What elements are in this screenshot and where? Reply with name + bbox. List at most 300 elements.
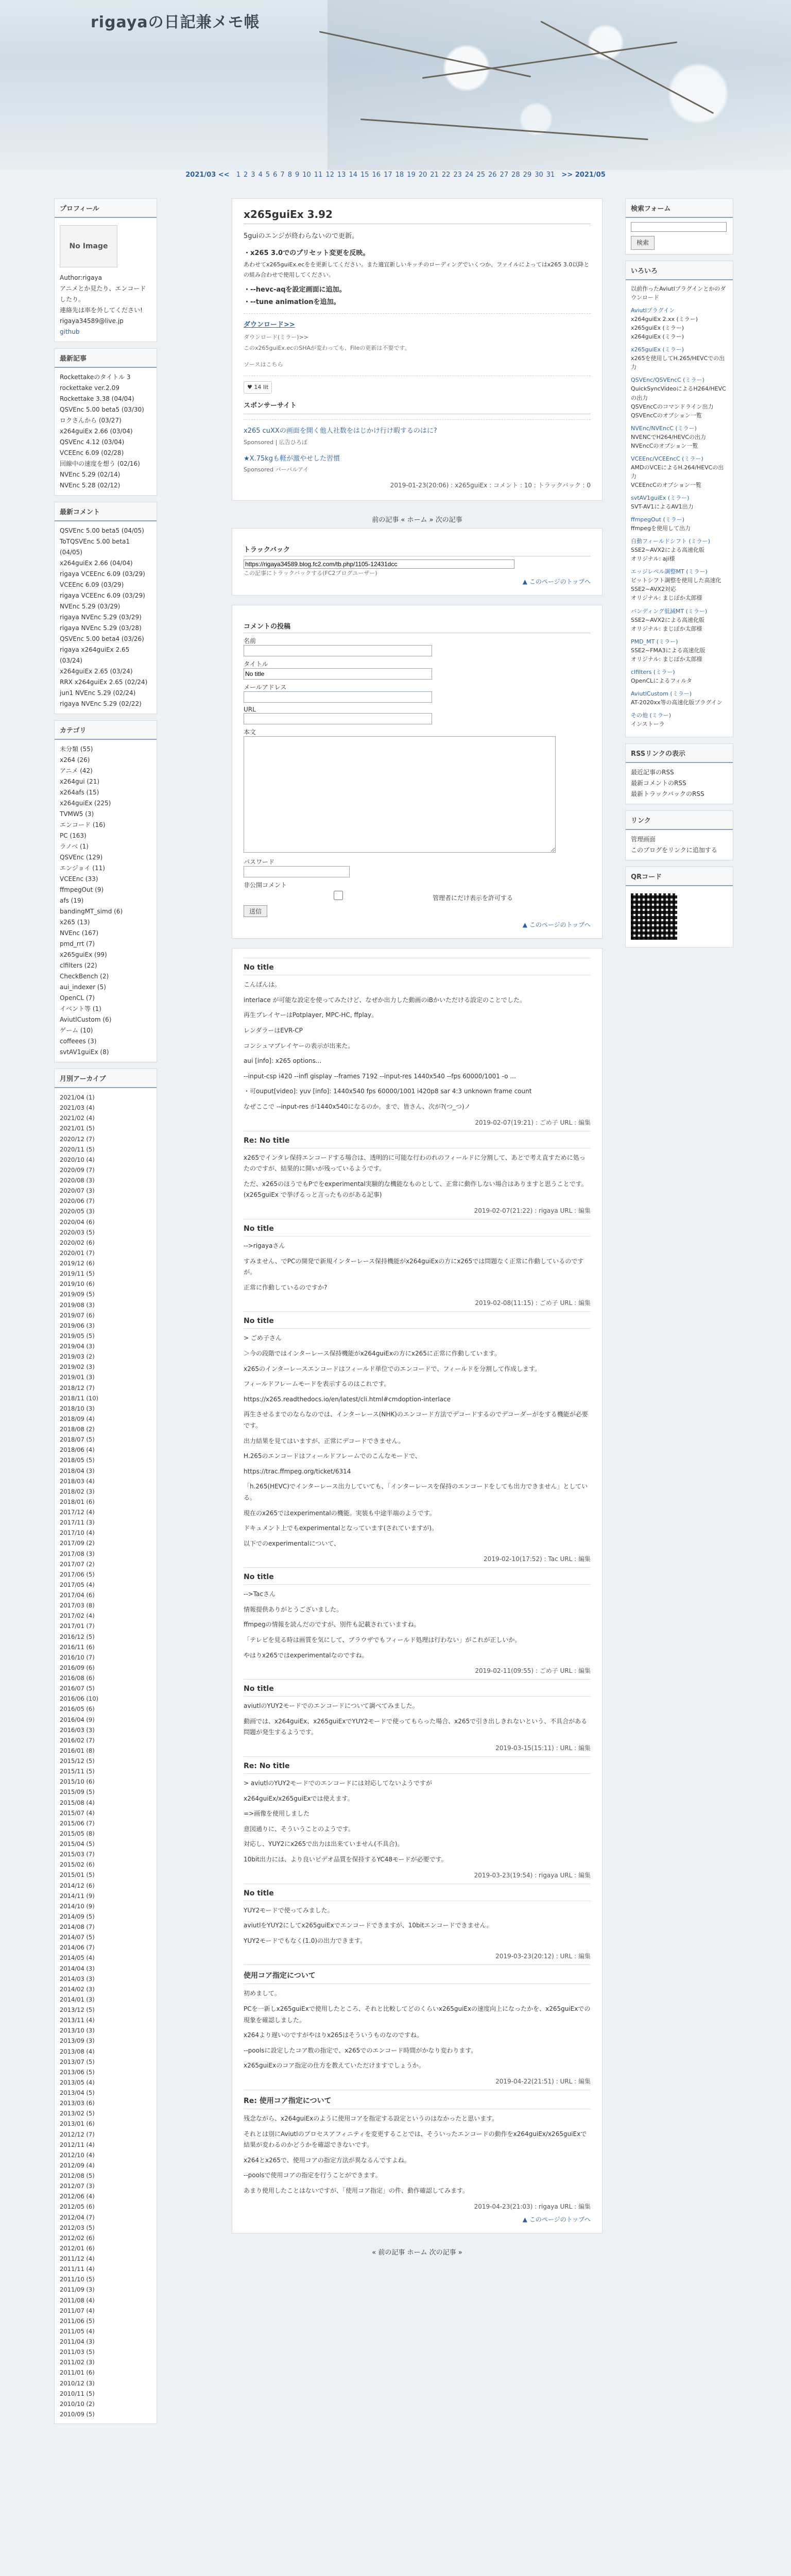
comment-item bbox=[244, 1756, 591, 1884]
archive-item[interactable]: 2021/01 (5) bbox=[60, 1125, 95, 1132]
comment-text: > ごめ子さん bbox=[244, 1334, 282, 1342]
rss-box bbox=[625, 743, 733, 804]
comment-text: -->Tacさん bbox=[244, 1590, 276, 1598]
post-navigation[interactable]: 前の記事 « ホーム » 次の記事 bbox=[372, 516, 462, 524]
comment-meta: 2019-02-11(09:55) : ごめ子 URL : 編集 bbox=[475, 1667, 591, 1675]
archive-item[interactable]: 2013/10 (3) bbox=[60, 2027, 95, 2035]
recent-comment-item[interactable]: NVEnc 5.29 (03/29) bbox=[60, 603, 121, 610]
link-group bbox=[631, 711, 728, 728]
archive-item[interactable]: 2012/10 (4) bbox=[60, 2151, 95, 2159]
calendar-day-link[interactable]: 16 bbox=[372, 171, 381, 179]
plugin-link[interactable]: x265guiEx (ミラー) bbox=[631, 346, 684, 353]
archive-item[interactable]: 2016/03 (3) bbox=[60, 1726, 95, 1734]
archive-item[interactable]: 2013/12 (5) bbox=[60, 2006, 95, 2013]
archive-item[interactable]: 2019/07 (6) bbox=[60, 1311, 95, 1319]
search-button[interactable]: 検索 bbox=[631, 236, 655, 250]
plugin-link[interactable]: バンディング低減MT (ミラー) bbox=[631, 607, 708, 615]
recent-post-item[interactable]: rockettake ver.2.09 bbox=[60, 384, 119, 392]
archive-item[interactable]: 2019/12 (6) bbox=[60, 1260, 95, 1267]
calendar-day-link[interactable]: 7 bbox=[280, 171, 285, 179]
page-top-link[interactable]: ▲ このページのトップへ bbox=[522, 2215, 591, 2223]
archive-item[interactable]: 2014/06 (7) bbox=[60, 1944, 95, 1952]
archive-item[interactable]: 2020/07 (3) bbox=[60, 1187, 95, 1195]
ad-link[interactable]: x265 cuXXの画面を開く他人社数をはじかけ行け暇するのはに? bbox=[244, 427, 437, 435]
category-item[interactable]: coffeees (3) bbox=[60, 1038, 97, 1045]
calendar-day-link[interactable]: 3 bbox=[251, 171, 255, 179]
archive-item[interactable]: 2017/06 (5) bbox=[60, 1570, 95, 1578]
recent-comment-item[interactable]: x264guiEx 2.65 (03/24) bbox=[60, 668, 133, 675]
archive-item[interactable]: 2016/08 (6) bbox=[60, 1674, 95, 1682]
archive-item[interactable]: 2017/01 (7) bbox=[60, 1622, 95, 1630]
recent-post-item[interactable]: VCEEnc 6.09 (02/28) bbox=[60, 449, 124, 456]
archive-item[interactable]: 2016/05 (6) bbox=[60, 1705, 95, 1713]
archive-item[interactable]: 2015/02 (6) bbox=[60, 1861, 95, 1869]
archive-item[interactable]: 2013/02 (5) bbox=[60, 2110, 95, 2117]
category-item[interactable]: aui_indexer (5) bbox=[60, 984, 106, 991]
recent-comments-list bbox=[60, 526, 151, 709]
archive-item[interactable]: 2019/03 (2) bbox=[60, 1353, 95, 1361]
archive-item[interactable]: 2019/06 (3) bbox=[60, 1321, 95, 1329]
comment-text: aui [info]: x265 options... bbox=[244, 1057, 322, 1065]
calendar-day-link[interactable]: 18 bbox=[395, 171, 404, 179]
archive-item[interactable]: 2017/02 (4) bbox=[60, 1612, 95, 1620]
calendar-day-link[interactable]: 14 bbox=[349, 171, 357, 179]
calendar-day-link[interactable]: 1 bbox=[236, 171, 240, 179]
archive-item[interactable]: 2017/11 (3) bbox=[60, 1519, 95, 1527]
calendar-day-link[interactable]: 30 bbox=[535, 171, 543, 179]
archive-item[interactable]: 2013/05 (4) bbox=[60, 2078, 95, 2086]
archive-item[interactable]: 2011/03 (5) bbox=[60, 2348, 95, 2356]
archive-item[interactable]: 2018/02 (3) bbox=[60, 1487, 95, 1495]
category-item[interactable]: NVEnc (167) bbox=[60, 929, 99, 937]
archive-item[interactable]: 2012/12 (7) bbox=[60, 2130, 95, 2138]
archive-item[interactable]: 2015/12 (5) bbox=[60, 1757, 95, 1765]
archive-item[interactable]: 2015/11 (5) bbox=[60, 1768, 95, 1775]
secret-checkbox[interactable] bbox=[246, 891, 431, 900]
calendar-day-link[interactable]: 15 bbox=[360, 171, 369, 179]
archive-item[interactable]: 2015/08 (4) bbox=[60, 1799, 95, 1806]
category-item[interactable]: x264 (26) bbox=[60, 756, 90, 764]
archive-item[interactable]: 2017/09 (2) bbox=[60, 1539, 95, 1547]
comment-item bbox=[244, 1679, 591, 1756]
archive-item[interactable]: 2012/11 (4) bbox=[60, 2141, 95, 2148]
comment-text: ドキュメント上でもexperimentalとなっています(されていますが)。 bbox=[244, 1524, 438, 1532]
site-title[interactable]: rigayaの日記兼メモ帳 bbox=[91, 13, 260, 31]
category-item[interactable]: AviutlCustom (6) bbox=[60, 1016, 112, 1023]
archive-item[interactable]: 2018/05 (5) bbox=[60, 1456, 95, 1464]
archive-item[interactable]: 2013/01 (6) bbox=[60, 2120, 95, 2128]
left-sidebar bbox=[54, 198, 157, 2430]
archive-item[interactable]: 2014/03 (3) bbox=[60, 1975, 95, 1982]
plugin-link[interactable]: エッジレベル調整MT (ミラー) bbox=[631, 568, 708, 575]
bottom-navigation[interactable]: « 前の記事 ホーム 次の記事 » bbox=[372, 2248, 462, 2257]
post-title[interactable]: x265guiEx 3.92 bbox=[244, 208, 591, 224]
archive-item[interactable]: 2014/10 (9) bbox=[60, 1902, 95, 1910]
archive-item[interactable]: 2015/03 (7) bbox=[60, 1851, 95, 1858]
recent-comment-item[interactable]: QSVEnc 5.00 beta5 (04/05) bbox=[60, 527, 144, 534]
archive-item[interactable]: 2011/01 (6) bbox=[60, 2369, 95, 2377]
category-item[interactable]: svtAV1guiEx (8) bbox=[60, 1048, 109, 1056]
archive-item[interactable]: 2018/10 (3) bbox=[60, 1404, 95, 1412]
calendar-day-link[interactable]: 23 bbox=[453, 171, 462, 179]
archive-item[interactable]: 2011/05 (4) bbox=[60, 2327, 95, 2335]
archive-item[interactable]: 2016/07 (5) bbox=[60, 1685, 95, 1692]
prev-month-link[interactable]: 2021/03 << bbox=[185, 171, 230, 179]
calendar-day-link[interactable]: 13 bbox=[337, 171, 346, 179]
sidebar-link[interactable]: 管理画面 bbox=[631, 836, 656, 843]
archive-item[interactable]: 2010/09 (5) bbox=[60, 2410, 95, 2418]
calendar-day-link[interactable]: 20 bbox=[418, 171, 427, 179]
ad-link[interactable]: ★X.75kgも軽が激やせした習慣 bbox=[244, 454, 340, 463]
comment-title: No title bbox=[244, 1573, 591, 1585]
archive-item[interactable]: 2010/12 (3) bbox=[60, 2379, 95, 2387]
recent-comment-item[interactable]: QSVEnc 5.00 beta4 (03/26) bbox=[60, 635, 144, 642]
archive-item[interactable]: 2016/09 (6) bbox=[60, 1664, 95, 1671]
email-field[interactable] bbox=[244, 691, 432, 703]
category-item[interactable]: OpenCL (7) bbox=[60, 994, 95, 1002]
plugin-link[interactable]: clfilters (ミラー) bbox=[631, 668, 675, 675]
archive-item[interactable]: 2018/01 (6) bbox=[60, 1498, 95, 1505]
archive-item[interactable]: 2012/01 (6) bbox=[60, 2244, 95, 2252]
comment-text: x265guiExのコア指定の仕方を教えていただけますでしょうか。 bbox=[244, 2062, 425, 2070]
recent-comment-item[interactable]: rigaya NVEnc 5.29 (02/22) bbox=[60, 700, 142, 707]
link-group bbox=[631, 376, 728, 419]
archive-item[interactable]: 2017/07 (2) bbox=[60, 1560, 95, 1568]
archive-item[interactable]: 2016/10 (7) bbox=[60, 1653, 95, 1661]
archive-item[interactable]: 2010/11 (5) bbox=[60, 2389, 95, 2397]
archive-item[interactable]: 2014/08 (7) bbox=[60, 1923, 95, 1930]
archive-item[interactable]: 2020/11 (5) bbox=[60, 1145, 95, 1153]
recent-post-item[interactable]: Rockettakeのタイトル 3 bbox=[60, 374, 131, 381]
archive-item[interactable]: 2019/09 (5) bbox=[60, 1291, 95, 1298]
profile-heading: プロフィール bbox=[55, 199, 157, 218]
recent-comment-item[interactable]: rigaya NVEnc 5.29 (03/28) bbox=[60, 624, 142, 632]
comment-title: No title bbox=[244, 963, 591, 975]
link-heading: リンク bbox=[626, 811, 733, 830]
archive-item[interactable]: 2015/06 (7) bbox=[60, 1819, 95, 1827]
name-field[interactable] bbox=[244, 645, 432, 656]
archive-item[interactable]: 2013/03 (6) bbox=[60, 2099, 95, 2107]
category-item[interactable]: CheckBench (2) bbox=[60, 973, 109, 980]
calendar-day-link[interactable]: 22 bbox=[441, 171, 451, 179]
archive-item[interactable]: 2020/04 (6) bbox=[60, 1218, 95, 1226]
archive-item[interactable]: 2019/10 (6) bbox=[60, 1280, 95, 1288]
calendar-day-link[interactable]: 6 bbox=[273, 171, 278, 179]
archive-item[interactable]: 2014/11 (9) bbox=[60, 1892, 95, 1900]
archive-item[interactable]: 2012/03 (5) bbox=[60, 2224, 95, 2231]
category-item[interactable]: x265 (13) bbox=[60, 919, 90, 926]
calendar-day-link[interactable]: 2 bbox=[244, 171, 248, 179]
link-group bbox=[631, 668, 728, 685]
github-link[interactable]: github bbox=[60, 328, 80, 335]
calendar-day-link[interactable]: 31 bbox=[546, 171, 555, 179]
archive-item[interactable]: 2018/11 (10) bbox=[60, 1394, 99, 1402]
archive-item[interactable]: 2021/04 (1) bbox=[60, 1094, 95, 1101]
recent-comment-item[interactable]: VCEEnc 6.09 (03/29) bbox=[60, 581, 124, 588]
submit-button[interactable]: 送信 bbox=[244, 905, 267, 917]
comment-text: それとは別にAviutlのプロセスアフィニティを変更することでは、そういったエンコードの動作をx264guiEx/x265guiExで結果が変わるのかどうかを確認できないです。 bbox=[244, 2130, 587, 2149]
calendar-day-link[interactable]: 8 bbox=[287, 171, 292, 179]
plugin-link[interactable]: AviutlCustom (ミラー) bbox=[631, 690, 692, 697]
archive-item[interactable]: 2011/09 (3) bbox=[60, 2286, 95, 2294]
archive-item[interactable]: 2015/09 (5) bbox=[60, 1788, 95, 1796]
archive-item[interactable]: 2020/09 (7) bbox=[60, 1166, 95, 1174]
archive-item[interactable]: 2018/07 (5) bbox=[60, 1436, 95, 1444]
archive-item[interactable]: 2019/11 (5) bbox=[60, 1270, 95, 1278]
archive-item[interactable]: 2011/07 (4) bbox=[60, 2307, 95, 2314]
archive-item[interactable]: 2020/05 (3) bbox=[60, 1208, 95, 1215]
search-input[interactable] bbox=[631, 222, 727, 232]
archive-item[interactable]: 2011/02 (3) bbox=[60, 2359, 95, 2366]
recent-posts-list bbox=[60, 372, 151, 491]
calendar-day-link[interactable]: 10 bbox=[302, 171, 311, 179]
archive-item[interactable]: 2020/10 (4) bbox=[60, 1156, 95, 1163]
recent-post-item[interactable]: 回線中の速度を想う (02/16) bbox=[60, 460, 140, 467]
comment-text: PCを一新しx265guiExで使用したところ、それと比較してどのくらいx265guiExの速度向上になったかを、x265guiExでの現象を確認しました。 bbox=[244, 2005, 591, 2024]
archive-item[interactable]: 2010/10 (2) bbox=[60, 2400, 95, 2408]
archive-item[interactable]: 2019/02 (3) bbox=[60, 1363, 95, 1371]
archive-item[interactable]: 2016/02 (7) bbox=[60, 1736, 95, 1744]
archive-item[interactable]: 2013/11 (4) bbox=[60, 2016, 95, 2024]
comment-text: やはりx265ではexperimentalなのですね。 bbox=[244, 1651, 368, 1659]
plugin-link[interactable]: ffmpegOut (ミラー) bbox=[631, 516, 685, 523]
recent-post-item[interactable]: NVEnc 5.28 (02/12) bbox=[60, 482, 121, 489]
download-mirror-link[interactable]: ダウンロード(ミラー)>> bbox=[244, 333, 309, 341]
archive-item[interactable]: 2017/05 (4) bbox=[60, 1581, 95, 1588]
recent-comment-item[interactable]: rigaya x264guiEx 2.65 (03/24) bbox=[60, 646, 130, 664]
plugin-link[interactable]: その他 (ミラー) bbox=[631, 711, 672, 719]
calendar-day-link[interactable]: 17 bbox=[384, 171, 392, 179]
password-field[interactable] bbox=[244, 866, 350, 877]
archive-item[interactable]: 2020/01 (7) bbox=[60, 1249, 95, 1257]
archive-item[interactable]: 2018/08 (2) bbox=[60, 1426, 95, 1433]
recent-post-item[interactable]: ロクさんから (03/27) bbox=[60, 417, 122, 424]
plugin-description: OpenCLによるフィルタ bbox=[631, 677, 692, 684]
archive-item[interactable]: 2017/08 (3) bbox=[60, 1550, 95, 1557]
archive-item[interactable]: 2011/04 (3) bbox=[60, 2338, 95, 2345]
archive-item[interactable]: 2019/01 (3) bbox=[60, 1374, 95, 1381]
trackback-url-field[interactable] bbox=[244, 560, 514, 569]
recent-post-item[interactable]: QSVEnc 4.12 (03/04) bbox=[60, 438, 125, 446]
calendar-day-links bbox=[235, 171, 557, 179]
secret-checkbox-label: 管理者にだけ表示を許可する bbox=[433, 894, 513, 902]
plugin-link[interactable]: 自動フィールドシフト (ミラー) bbox=[631, 538, 710, 545]
recent-post-item[interactable]: NVEnc 5.29 (02/14) bbox=[60, 471, 121, 478]
comment-meta: 2019-03-15(15:11) : URL : 編集 bbox=[495, 1744, 591, 1752]
recent-comment-item[interactable]: rigaya VCEEnc 6.09 (03/29) bbox=[60, 570, 145, 578]
calendar-day-link[interactable]: 25 bbox=[476, 171, 485, 179]
archive-item[interactable]: 2012/02 (6) bbox=[60, 2234, 95, 2242]
recent-comment-item[interactable]: RRX x264guiEx 2.65 (02/24) bbox=[60, 679, 148, 686]
plugin-link[interactable]: svtAV1guiEx (ミラー) bbox=[631, 494, 690, 501]
archive-item[interactable]: 2020/06 (7) bbox=[60, 1197, 95, 1205]
plugin-link[interactable]: VCEEnc/VCEEncC (ミラー) bbox=[631, 455, 703, 462]
download-link[interactable]: ダウンロード>> bbox=[244, 321, 295, 329]
profile-line: 連絡先は率を外してください! bbox=[60, 307, 143, 314]
calendar-day-link[interactable]: 9 bbox=[295, 171, 300, 179]
calendar-day-link[interactable]: 4 bbox=[258, 171, 263, 179]
archive-item[interactable]: 2020/12 (7) bbox=[60, 1135, 95, 1143]
rss-link[interactable]: 最新コメントのRSS bbox=[631, 779, 686, 787]
category-item[interactable]: x264guiEx (225) bbox=[60, 800, 111, 807]
calendar-day-link[interactable]: 5 bbox=[265, 171, 270, 179]
archive-heading: 月別アーカイブ bbox=[55, 1069, 157, 1088]
archive-item[interactable]: 2013/04 (5) bbox=[60, 2089, 95, 2096]
archive-item[interactable]: 2015/01 (5) bbox=[60, 1871, 95, 1879]
archive-item[interactable]: 2021/03 (4) bbox=[60, 1104, 95, 1112]
archive-item[interactable]: 2011/08 (4) bbox=[60, 2296, 95, 2304]
category-item[interactable]: PC (163) bbox=[60, 832, 87, 839]
archive-item[interactable]: 2019/04 (3) bbox=[60, 1343, 95, 1350]
rss-link[interactable]: 最近記事のRSS bbox=[631, 769, 674, 776]
plugin-link[interactable]: QSVEnc/QSVEncC (ミラー) bbox=[631, 377, 704, 384]
archive-item[interactable]: 2018/06 (4) bbox=[60, 1446, 95, 1454]
comment-text: 残念ながら、x264guiExのように使用コアを指定する設定というのはなかったと思います。 bbox=[244, 2114, 498, 2122]
calendar-day-link[interactable]: 21 bbox=[430, 171, 439, 179]
archive-item[interactable]: 2017/12 (4) bbox=[60, 1509, 95, 1516]
calendar-day-link[interactable]: 28 bbox=[511, 171, 520, 179]
name-label: 名前 bbox=[244, 637, 256, 645]
category-item[interactable]: エンコード (16) bbox=[60, 821, 106, 828]
archive-item[interactable]: 2011/06 (5) bbox=[60, 2317, 95, 2325]
comment-title-field[interactable] bbox=[244, 668, 432, 680]
comment-form-panel bbox=[232, 605, 603, 939]
category-item[interactable]: x264afs (15) bbox=[60, 789, 99, 796]
recent-comment-item[interactable]: x264guiEx 2.66 (04/04) bbox=[60, 560, 133, 567]
archive-item[interactable]: 2018/12 (7) bbox=[60, 1384, 95, 1392]
recent-post-item[interactable]: QSVEnc 5.00 beta5 (03/30) bbox=[60, 406, 144, 413]
archive-item[interactable]: 2014/07 (5) bbox=[60, 1934, 95, 1941]
share-button[interactable] bbox=[244, 381, 272, 394]
archive-item[interactable]: 2014/12 (6) bbox=[60, 1882, 95, 1889]
category-item[interactable]: ffmpegOut (9) bbox=[60, 886, 104, 893]
archive-item[interactable]: 2015/10 (6) bbox=[60, 1778, 95, 1786]
category-item[interactable]: エンジョイ (11) bbox=[60, 865, 105, 872]
archive-item[interactable]: 2012/07 (3) bbox=[60, 2182, 95, 2190]
archive-item[interactable]: 2014/09 (5) bbox=[60, 1912, 95, 1920]
archive-item[interactable]: 2014/05 (4) bbox=[60, 1954, 95, 1962]
comment-text: 意図通りに、そういうことのようです。 bbox=[244, 1825, 355, 1833]
comment-body-field[interactable] bbox=[244, 736, 556, 853]
recent-comment-item[interactable]: ToTQSVEnc 5.00 beta1 (04/05) bbox=[60, 538, 130, 556]
calendar-day-link[interactable]: 12 bbox=[325, 171, 334, 179]
archive-item[interactable]: 2016/12 (5) bbox=[60, 1633, 95, 1640]
archive-item[interactable]: 2014/04 (3) bbox=[60, 1964, 95, 1972]
calendar-day-link[interactable]: 24 bbox=[465, 171, 474, 179]
category-item[interactable]: x265guiEx (99) bbox=[60, 951, 107, 958]
next-month-link[interactable]: >> 2021/05 bbox=[561, 171, 606, 179]
archive-item[interactable]: 2012/04 (7) bbox=[60, 2213, 95, 2221]
archive-item[interactable]: 2018/04 (3) bbox=[60, 1467, 95, 1475]
category-item[interactable]: ゲーム (10) bbox=[60, 1027, 93, 1034]
calendar-day-link[interactable]: 26 bbox=[488, 171, 497, 179]
recent-post-item[interactable]: x264guiEx 2.66 (03/04) bbox=[60, 428, 133, 435]
archive-item[interactable]: 2016/04 (9) bbox=[60, 1716, 95, 1723]
calendar-day-link[interactable]: 11 bbox=[314, 171, 323, 179]
archive-item[interactable]: 2011/11 (4) bbox=[60, 2265, 95, 2273]
archive-item[interactable]: 2014/02 (3) bbox=[60, 1985, 95, 1993]
archive-item[interactable]: 2018/03 (4) bbox=[60, 1477, 95, 1485]
page-top-link[interactable]: ▲ このページのトップへ bbox=[522, 578, 591, 586]
comment-item bbox=[244, 1567, 591, 1679]
archive-item[interactable]: 2013/07 (5) bbox=[60, 2058, 95, 2065]
archive-item[interactable]: 2014/01 (3) bbox=[60, 1995, 95, 2003]
recent-comment-item[interactable]: rigaya NVEnc 5.29 (03/29) bbox=[60, 614, 142, 621]
page-top-link[interactable]: ▲ このページのトップへ bbox=[522, 921, 591, 929]
archive-item[interactable]: 2013/08 (4) bbox=[60, 2047, 95, 2055]
comment-text: あまり使用したことはないですが、「使用コア指定」の件、動作確認してみます。 bbox=[244, 2187, 469, 2194]
calendar-day-link[interactable]: 19 bbox=[407, 171, 416, 179]
category-item[interactable]: afs (19) bbox=[60, 897, 84, 904]
archive-item[interactable]: 2017/03 (8) bbox=[60, 1602, 95, 1609]
archive-item[interactable]: 2021/02 (4) bbox=[60, 1114, 95, 1122]
category-item[interactable]: QSVEnc (129) bbox=[60, 854, 103, 861]
plugin-link[interactable]: Aviutlプラグイン bbox=[631, 307, 675, 314]
category-item[interactable]: clfilters (22) bbox=[60, 962, 97, 969]
link-group bbox=[631, 607, 728, 633]
trackback-note[interactable]: この記事にトラックバックする(FC2ブログユーザー) bbox=[244, 570, 377, 577]
archive-item[interactable]: 2020/02 (6) bbox=[60, 1239, 95, 1246]
archive-item[interactable]: 2013/06 (5) bbox=[60, 2068, 95, 2076]
archive-item[interactable]: 2015/04 (5) bbox=[60, 1840, 95, 1848]
archive-item[interactable]: 2016/01 (8) bbox=[60, 1747, 95, 1754]
archive-item[interactable]: 2017/10 (4) bbox=[60, 1529, 95, 1537]
archive-item[interactable]: 2017/04 (6) bbox=[60, 1591, 95, 1599]
category-item[interactable]: アニメ (42) bbox=[60, 767, 93, 774]
category-item[interactable]: pmd_rrt (7) bbox=[60, 940, 95, 947]
category-item[interactable]: 未分類 (55) bbox=[60, 745, 93, 753]
archive-item[interactable]: 2011/12 (4) bbox=[60, 2255, 95, 2262]
calendar-day-link[interactable]: 27 bbox=[500, 171, 509, 179]
recent-comment-item[interactable]: rigaya VCEEnc 6.09 (03/29) bbox=[60, 592, 145, 599]
recent-post-item[interactable]: Rockettake 3.38 (04/04) bbox=[60, 395, 134, 402]
archive-item[interactable]: 2012/05 (6) bbox=[60, 2203, 95, 2211]
category-item[interactable]: bandingMT_simd (6) bbox=[60, 908, 123, 915]
archive-item[interactable]: 2012/09 (4) bbox=[60, 2161, 95, 2169]
plugin-link[interactable]: NVEnc/NVEncC (ミラー) bbox=[631, 425, 697, 432]
sidebar-link[interactable]: このブログをリンクに追加する bbox=[631, 846, 717, 854]
archive-item[interactable]: 2018/09 (4) bbox=[60, 1415, 95, 1422]
source-link[interactable]: ソースはこちら bbox=[244, 361, 283, 368]
archive-item[interactable]: 2013/09 (3) bbox=[60, 2037, 95, 2045]
comment-text: ・可ouput[video]: yuv [info]: 1440x540 fps 60000/1001 i420p8 sar 4:3 unknown frame count bbox=[244, 1088, 532, 1095]
category-item[interactable]: TVMW5 (3) bbox=[60, 810, 94, 818]
calendar-day-link[interactable]: 29 bbox=[523, 171, 532, 179]
recent-comment-item[interactable]: jun1 NVEnc 5.29 (02/24) bbox=[60, 689, 136, 697]
archive-item[interactable]: 2015/05 (8) bbox=[60, 1829, 95, 1837]
right-sidebar bbox=[625, 198, 733, 954]
archive-item[interactable]: 2019/05 (5) bbox=[60, 1332, 95, 1340]
category-item[interactable]: VCEEnc (33) bbox=[60, 875, 98, 883]
category-item[interactable]: イベント等 (1) bbox=[60, 1005, 101, 1012]
archive-item[interactable]: 2020/08 (3) bbox=[60, 1177, 95, 1184]
archive-item[interactable]: 2016/06 (10) bbox=[60, 1695, 99, 1703]
plugin-link[interactable]: PMD_MT (ミラー) bbox=[631, 638, 678, 645]
post-text: 5guiのエンジが終わらないので更新。 bbox=[244, 232, 359, 240]
archive-item[interactable]: 2019/08 (3) bbox=[60, 1301, 95, 1309]
profile-box bbox=[54, 198, 157, 342]
rss-link[interactable]: 最新トラックバックのRSS bbox=[631, 790, 704, 798]
archive-item[interactable]: 2012/08 (5) bbox=[60, 2172, 95, 2179]
url-field[interactable] bbox=[244, 713, 432, 724]
archive-item[interactable]: 2020/03 (5) bbox=[60, 1228, 95, 1236]
archive-item[interactable]: 2016/11 (6) bbox=[60, 1643, 95, 1651]
category-item[interactable]: ラノベ (1) bbox=[60, 843, 89, 850]
archive-item[interactable]: 2012/06 (4) bbox=[60, 2193, 95, 2200]
archive-item[interactable]: 2011/10 (5) bbox=[60, 2276, 95, 2283]
category-item[interactable]: x264gui (21) bbox=[60, 778, 100, 785]
archive-item[interactable]: 2015/07 (4) bbox=[60, 1809, 95, 1817]
